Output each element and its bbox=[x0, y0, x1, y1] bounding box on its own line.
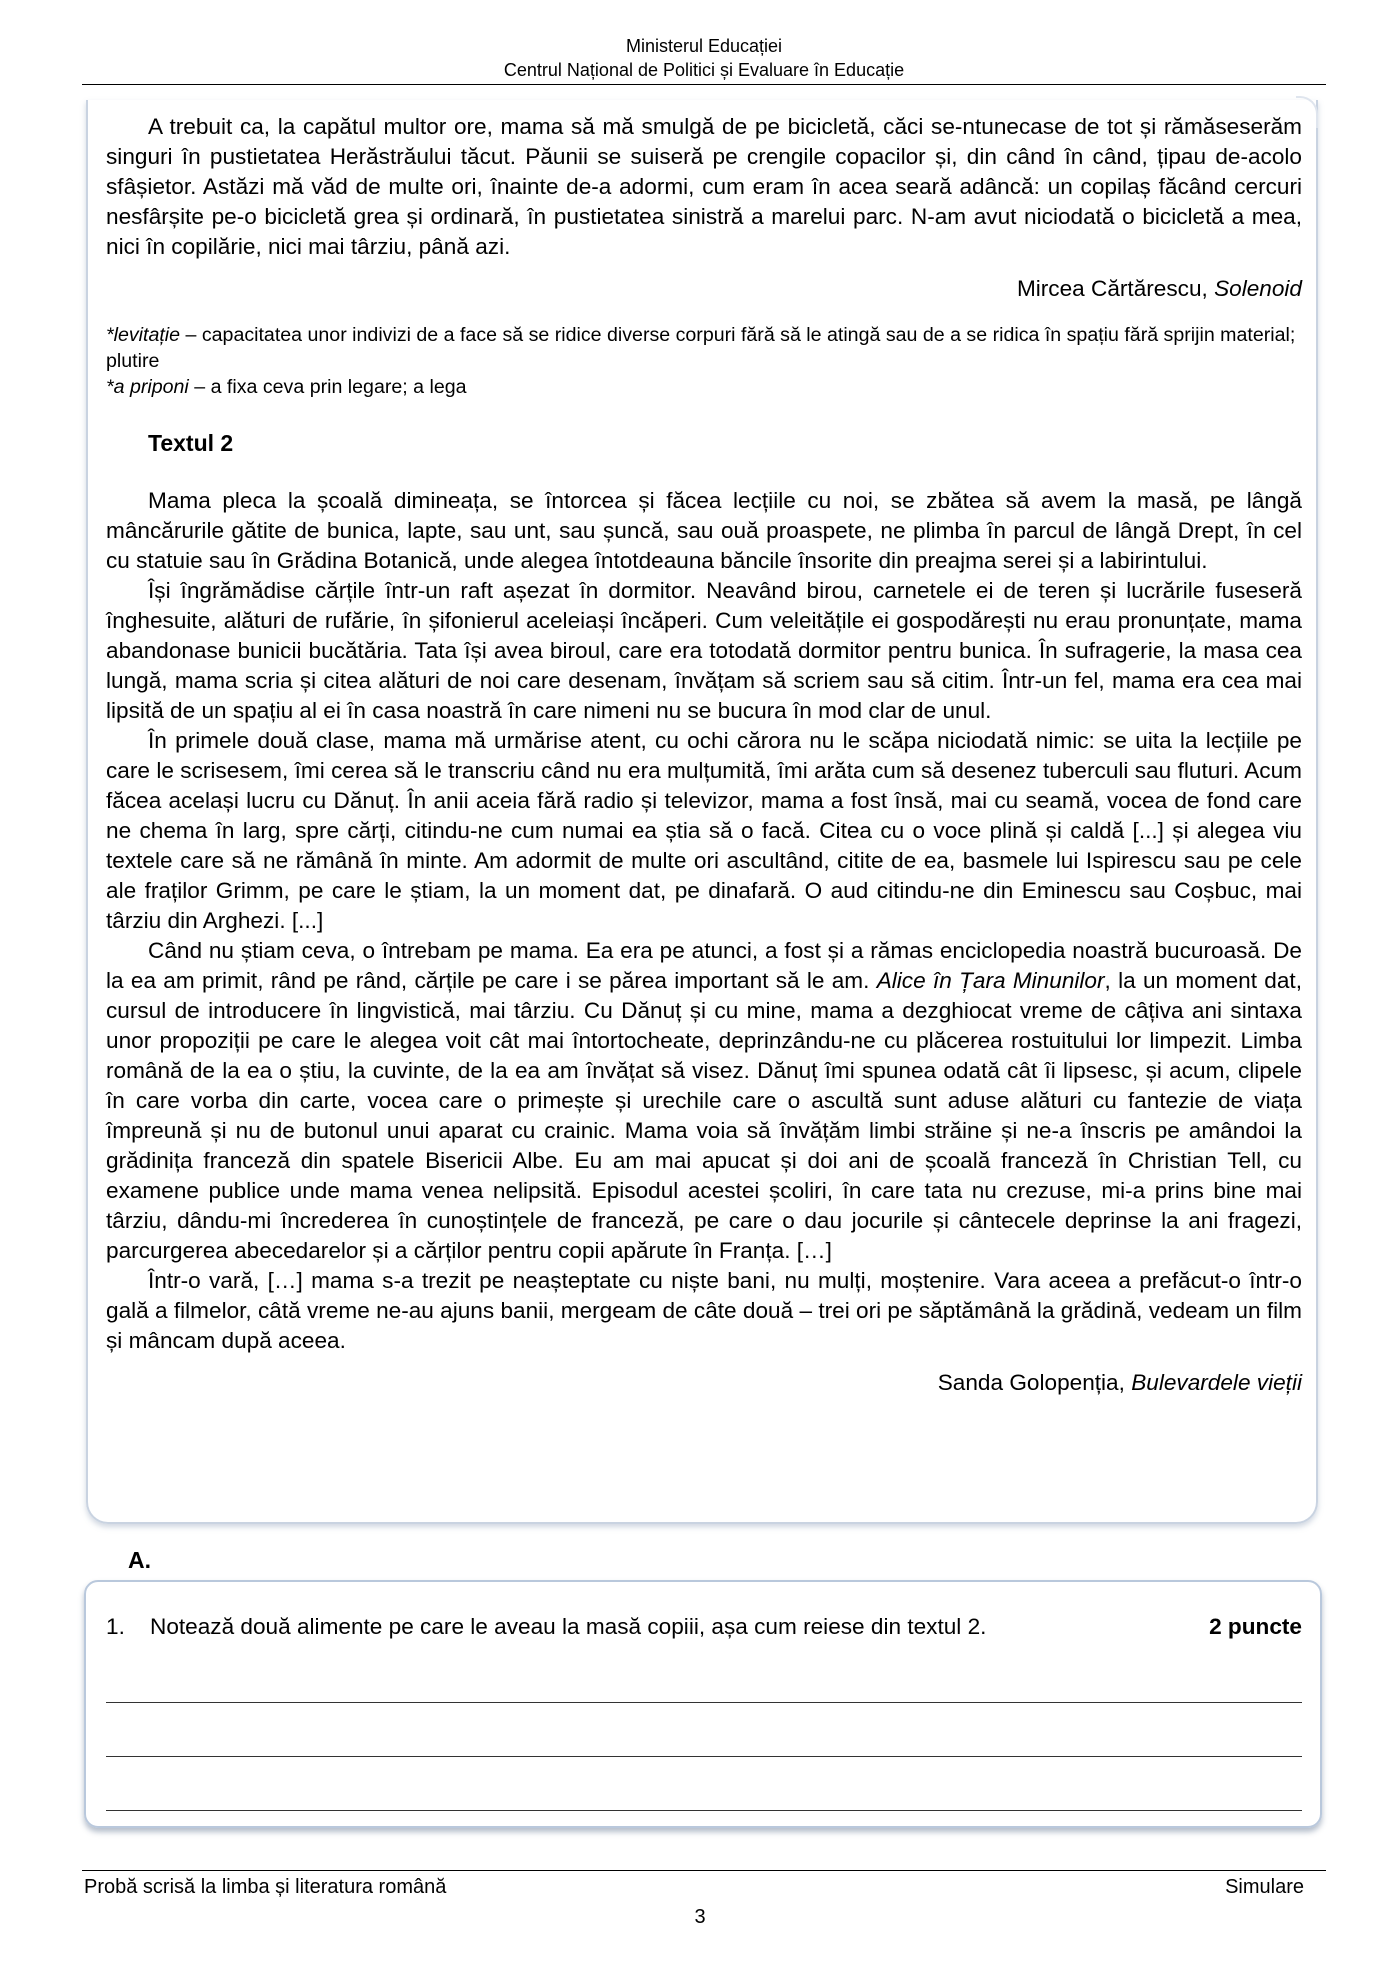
text2-paragraph bbox=[106, 936, 1302, 1266]
text2-paragraph: Mama pleca la școală dimineața, se întorcea și făcea lecțiile cu noi, se zbătea să avem la masă, pe lângă mâncărurile gătite de bunica, lapte, sau unt, sau șuncă, sau ouă proaspete, ne plimba în parcul de lângă Drept, în cel cu statuie sau în Grădina Botanică, unde alegea întotdeauna băncile însorite din preajma serei și a labirintului. bbox=[106, 488, 1302, 573]
ministry-name: Ministerul Educației bbox=[625, 36, 783, 56]
question-text: Notează două alimente pe care le aveau la masă copiii, așa cum reiese din textul 2. bbox=[150, 1614, 987, 1639]
text2-paragraph-part: la un moment dat, cursul de introducere în lingvistică, mai târziu. Cu Dănuț și cu mine, mama a dezghiocat vreme de câțiva ani sintaxa unor propoziții pe care le alegea voit cât mai întortocheate, deprinzându-ne cu plăcerea rostuitului lor limpezit. Limba română de la ea o știu, la cuvinte, de la ea am învățat să visez. Dănuț îmi spunea odată cât îi lipsesc, și acum, clipele în care vorba din carte, vocea care o primește și urechile care o ascultă sunt aduse alături cu fantezie de viața împreună și nu de butonul unui aparat cu crainic. Mama voia să învățăm limbi străine și ne-a înscris pe amândoi la grădinița franceză din spatele Bisericii Albe. Eu am mai apucat și doi ani de școală franceză în Christian Tell, cu examene publice unde mama venea nelipsită. Episodul acestei școliri, în care tata nu crezuse, mi-a prins bine mai târziu, dându-mi încrederea în cunoștințele de franceză, pe care o dau jocurile și cântecele deprinse la ani fragezi, parcurgerea abecedarelor și a cărților pentru copii apărute în Franța. […] bbox=[106, 968, 1302, 1263]
answer-line[interactable] bbox=[106, 1702, 1302, 1703]
page-header bbox=[82, 34, 1326, 82]
section-label: A. bbox=[128, 1547, 151, 1573]
text2-title: Textul 2 bbox=[148, 430, 234, 456]
separator: , bbox=[1104, 968, 1119, 993]
text2-paragraph: În primele două clase, mama mă urmărise atent, cu ochi cărora nu le scăpa niciodată nimic: se uita la lecțiile pe care le scrisesem, îmi cerea să le transcriu când nu era mulțumită, îmi arăta cum să desenez tuberculi sau fluturi. Acum făcea același lucru cu Dănuț. În anii aceia fără radio și televizor, mama a fost însă, mai cu seamă, vocea de fond care ne chema în larg, spre cărți, citindu-ne cum numai ea știa să o facă. Citea cu o voce plină și caldă [...] și alegea viu textele care să ne rămână în minte. Am adormit de multe ori ascultând, citite de ea, basmele lui Ispirescu sau pe cele ale fraților Grimm, pe care le știam, la un moment dat, pe dinafară. O aud citindu-ne din Eminescu sau Coșbuc, mai târziu din Arghezi. [...] bbox=[106, 728, 1302, 933]
text1-author: Mircea Cărtărescu, bbox=[1016, 276, 1215, 301]
text2-paragraph: Își îngrămădise cărțile într-un raft așezat în dormitor. Neavând birou, carnetele ei de teren și lucrările fuseseră înghesuite, alături de rufărie, în șifonierul aceleiași încăperi. Cum veleitățile ei gospodărești nu erau pronunțate, mama abandonase bunicii bucătăria. Tata își avea biroul, care era totodată dormitor pentru bunica. În sufragerie, la masa cea lungă, mama scria și citea alături de noi care desenam, învățam să scriem sau să citim. Într-un fel, mama era cea mai lipsită de un spațiu al ei în casa noastră în care nimeni nu se bucura în mod clar de unul. bbox=[106, 578, 1302, 723]
text2-signature bbox=[106, 1368, 1302, 1398]
footer-rule bbox=[82, 1870, 1326, 1871]
header-rule bbox=[82, 84, 1326, 85]
footer-exam-type: Simulare bbox=[1225, 1876, 1304, 1898]
text1-work: Solenoid bbox=[1214, 276, 1302, 301]
footer-exam-title: Probă scrisă la limba și literatura română bbox=[84, 1876, 447, 1898]
footnote-term: *a priponi bbox=[106, 376, 189, 398]
footnote-term: *levitație bbox=[106, 324, 181, 346]
footnote-levitatie bbox=[106, 322, 1302, 374]
footnote-definition: – a fixa ceva prin legare; a lega bbox=[188, 376, 467, 398]
text2-paragraph-part: Când nu știam ceva, o întrebam pe mama. Ea era pe atunci, a fost și a rămas enciclopedia noastră bucuroasă. De la ea am primit, rând pe rând, cărțile pe care i se părea important să le am. bbox=[106, 938, 1302, 993]
text2-work: Bulevardele vieții bbox=[1131, 1370, 1302, 1395]
text2-author: Sanda Golopenția, bbox=[937, 1370, 1132, 1395]
answer-line[interactable] bbox=[106, 1810, 1302, 1811]
text2-paragraph: Într-o vară, […] mama s-a trezit pe neașteptate cu niște bani, nu mulți, moștenire. Vara aceea a prefăcut-o într-o gală a filmelor, câtă vreme ne-au ajuns banii, mergeam de câte două – trei ori pe săptămână la grădină, vedeam un film și mâncam după aceea. bbox=[106, 1268, 1302, 1353]
question-number: 1. bbox=[106, 1614, 125, 1639]
footnote-a-priponi bbox=[106, 374, 1302, 400]
footnotes bbox=[106, 322, 1302, 400]
answer-line[interactable] bbox=[106, 1756, 1302, 1757]
text1-paragraph: A trebuit ca, la capătul multor ore, mama să mă smulgă de pe bicicletă, căci se-ntunecase de tot și rămăseserăm singuri în pustietatea Herăstrăului tăcut. Păunii se suiseră pe crengile copacilor și, din când în când, țipau de-acolo sfâșietor. Astăzi mă văd de multe ori, înainte de-a adormi, cum eram în acea seară adâncă: un copilaș făcând cercuri nesfârșite pe-o bicicletă grea și ordinară, în pustietatea sinistră a marelui parc. N-am avut niciodată o bicicletă a mea, nici în copilărie, nici mai târziu, până azi. bbox=[106, 114, 1302, 259]
question-points: 2 puncte bbox=[1209, 1614, 1302, 1639]
text1-signature bbox=[106, 274, 1302, 304]
center-name: Centrul Național de Politici și Evaluare în Educație bbox=[503, 60, 905, 80]
book-title-alice: Alice în Țara Minunilor bbox=[876, 968, 1105, 993]
reading-content bbox=[106, 112, 1302, 1398]
footnote-definition: – capacitatea unor indivizi de a face să se ridice diverse corpuri fără să le atingă sau de a se ridica în spațiu fără sprijin material; plutire bbox=[106, 324, 1296, 372]
page-number: 3 bbox=[694, 1906, 706, 1928]
